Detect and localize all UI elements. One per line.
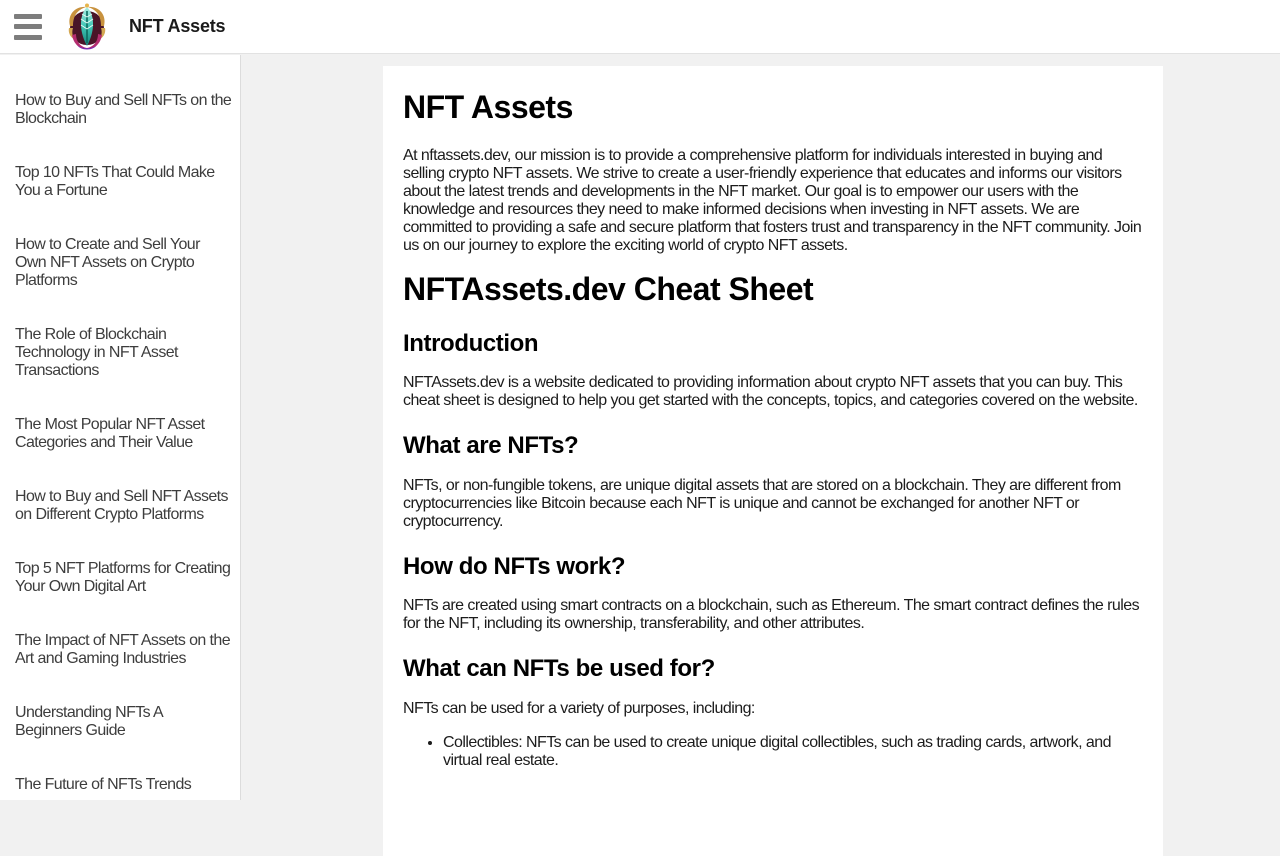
use-cases-list	[403, 734, 1143, 770]
sidebar-item-buy-sell-different-platforms[interactable]: How to Buy and Sell NFT Assets on Different Crypto Platforms	[0, 470, 240, 542]
article-link-list	[0, 55, 240, 800]
cheat-sheet-title: NFTAssets.dev Cheat Sheet	[403, 271, 1143, 308]
section-heading-introduction: Introduction	[403, 330, 1143, 358]
sidebar-item-understanding-nfts[interactable]: Understanding NFTs A Beginners Guide	[0, 686, 240, 758]
site-title: NFT Assets	[129, 16, 225, 37]
sidebar-item-impact-art-gaming[interactable]: The Impact of NFT Assets on the Art and Gaming Industries	[0, 614, 240, 686]
page-title: NFT Assets	[403, 89, 1143, 126]
hamburger-icon	[14, 14, 42, 19]
sidebar-item-popular-categories[interactable]: The Most Popular NFT Asset Categories and Their Value	[0, 398, 240, 470]
section-paragraph: NFTs can be used for a variety of purposes, including:	[403, 700, 1143, 718]
menu-button[interactable]	[9, 9, 47, 45]
intro-paragraph: At nftassets.dev, our mission is to provide a comprehensive platform for individuals interested in buying and selling crypto NFT assets. We strive to create a user-friendly experience that educates and informs our visitors about the latest trends and developments in the NFT market. Our goal is to empower our users with the knowledge and resources they need to make informed decisions when investing in NFT assets. We are committed to providing a safe and secure platform that fosters trust and transparency in the NFT community. Join us on our journey to explore the exciting world of crypto NFT assets.	[403, 147, 1143, 255]
section-paragraph: NFTAssets.dev is a website dedicated to providing information about crypto NFT assets that you can buy. This cheat sheet is designed to help you get started with the concepts, topics, and categories covered on the website.	[403, 374, 1143, 410]
sidebar-item-future-of-nfts[interactable]: The Future of NFTs Trends	[0, 758, 240, 800]
app-header	[0, 0, 1280, 54]
section-heading-what-can-nfts-be-used-for: What can NFTs be used for?	[403, 655, 1143, 683]
section-heading-what-are-nfts: What are NFTs?	[403, 432, 1143, 460]
sidebar-item-top-5-platforms[interactable]: Top 5 NFT Platforms for Creating Your Own Digital Art	[0, 542, 240, 614]
article-card	[383, 66, 1163, 856]
nft-assets-emblem-icon	[61, 1, 113, 53]
sidebar-nav	[0, 55, 241, 800]
hamburger-icon	[14, 24, 42, 29]
sidebar-item-buy-sell-nfts-blockchain[interactable]: How to Buy and Sell NFTs on the Blockchain	[0, 74, 240, 146]
sidebar-item-top-10-nfts[interactable]: Top 10 NFTs That Could Make You a Fortune	[0, 146, 240, 218]
section-paragraph: NFTs, or non-fungible tokens, are unique digital assets that are stored on a blockchain. They are different from cryptocurrencies like Bitcoin because each NFT is unique and cannot be exchanged for another NFT or cryptocurrency.	[403, 477, 1143, 531]
site-logo[interactable]	[61, 1, 113, 53]
section-heading-how-do-nfts-work: How do NFTs work?	[403, 553, 1143, 581]
sidebar-item-role-of-blockchain[interactable]: The Role of Blockchain Technology in NFT Asset Transactions	[0, 308, 240, 398]
list-item-collectibles: • Collectibles: NFTs can be used to create unique digital collectibles, such as trading cards, artwork, and virtual real estate.	[443, 734, 1143, 770]
hamburger-icon	[14, 35, 42, 40]
sidebar-item-create-sell-own-nft[interactable]: How to Create and Sell Your Own NFT Assets on Crypto Platforms	[0, 218, 240, 308]
section-paragraph: NFTs are created using smart contracts on a blockchain, such as Ethereum. The smart contract defines the rules for the NFT, including its ownership, transferability, and other attributes.	[403, 597, 1143, 633]
